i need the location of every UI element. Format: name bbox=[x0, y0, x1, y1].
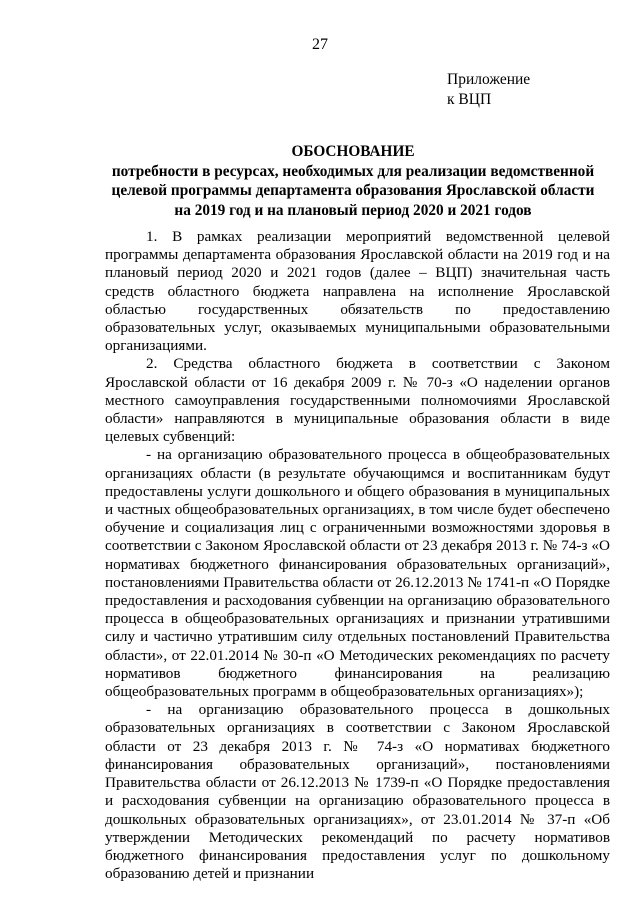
paragraph-3: - на организацию образовательного процесса в общеобразовательных организациях области (в результате обучающимся и воспитанникам будут предоставлены услуги дошкольного и общего образования в муниципальных и частных общеобразовательных организациях, в том числе будет обеспечено обучение и социализация лиц с ограниченными возможностями здоровья в соответствии с Законом Ярославской области от 23 декабря 2013 г. № 74-з «О нормативах бюджетного финансирования образовательных организаций», постановлениями Правительства области от 26.12.2013 № 1741-п «О Порядке предоставления и расходования субвенции на организацию образовательного процесса в общеобразовательных организациях и признании утратившими силу и частично утратившим силу отдельных постановлений Правительства области», от 22.01.2014 № 30-п «О Методических рекомендациях по расчету нормативов бюджетного финансирования на реализацию общеобразовательных программ в общеобразовательных организациях»); bbox=[105, 446, 610, 701]
document-body bbox=[105, 228, 610, 883]
heading-line-3: на 2019 год и на плановый период 2020 и 2021 годов bbox=[174, 201, 532, 219]
heading-title: ОБОСНОВАНИЕ bbox=[291, 143, 415, 160]
page-number: 27 bbox=[312, 36, 328, 53]
document-heading bbox=[100, 142, 606, 220]
heading-line-1: потребности в ресурсах, необходимых для реализации ведомственной bbox=[111, 162, 595, 180]
paragraph-2: 2. Средства областного бюджета в соответствии с Законом Ярославской области от 16 декабря 2009 г. № 70-з «О наделении органов местного самоуправления государственными полномочиями Ярославской области» направляются в муниципальные образования области в виде целевых субвенций: bbox=[105, 355, 610, 446]
appendix-line-2: к ВЦП bbox=[447, 91, 492, 108]
heading-line-2: целевой программы департамента образования Ярославской области bbox=[111, 182, 595, 199]
paragraph-4: - на организацию образовательного процесса в дошкольных образовательных организациях в соответствии с Законом Ярославской области от 23 декабря 2013 г. № 74-з «О нормативах бюджетного финансирования образовательных организаций», постановлениями Правительства области от 26.12.2013 № 1739-п «О Порядке предоставления и расходования субвенции на организацию образовательного процесса в дошкольных образовательных организациях», от 23.01.2014 № 37-п «Об утверждении Методических рекомендаций по расчету нормативов бюджетного финансирования предоставления услуг по дошкольному образованию детей и признании bbox=[105, 701, 610, 883]
appendix-line-1: Приложение bbox=[447, 71, 531, 88]
appendix-note bbox=[447, 70, 530, 110]
paragraph-1: 1. В рамках реализации мероприятий ведомственной целевой программы департамента образования Ярославской области на 2019 год и на плановый период 2020 и 2021 годов (далее – ВЦП) значительная часть средств областного бюджета направлена на исполнение Ярославской областью государственных обязательств по предоставлению образовательных услуг, оказываемых муниципальными образовательными организациями. bbox=[105, 228, 610, 355]
